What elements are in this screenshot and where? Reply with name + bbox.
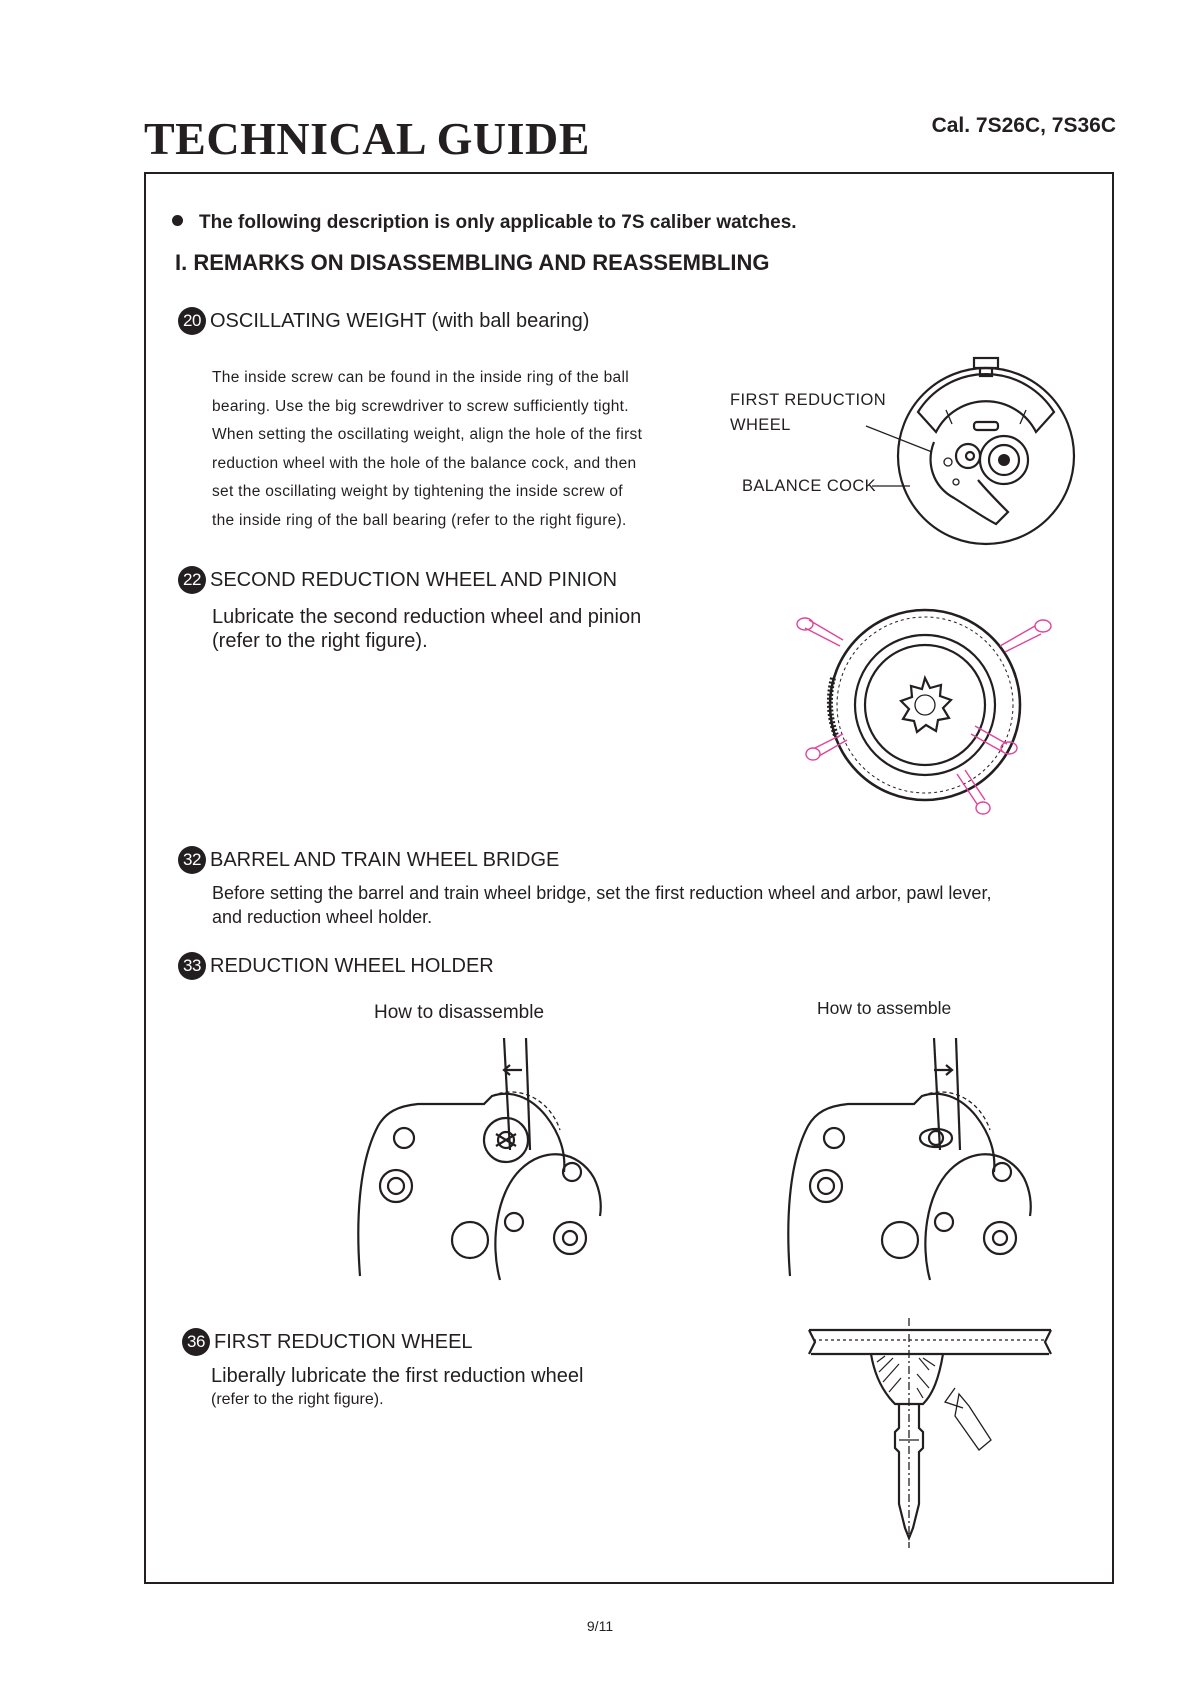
step-number-badge: 20 <box>178 307 206 335</box>
disassemble-figure <box>350 1034 620 1284</box>
step-22-heading <box>178 566 617 594</box>
page-number: 9/11 <box>586 1618 614 1634</box>
label-line: WHEEL <box>730 416 791 434</box>
text-line: and reduction wheel holder. <box>212 907 433 927</box>
step-20-heading <box>178 307 589 335</box>
step-number-badge: 36 <box>182 1328 210 1356</box>
text-line: Liberally lubricate the first reduction wheel <box>211 1365 584 1387</box>
step-32-text <box>212 881 991 929</box>
step-33-heading <box>178 952 494 980</box>
step-22-text <box>212 605 641 653</box>
step-title: REDUCTION WHEEL HOLDER <box>210 954 494 977</box>
label-balance-cock: BALANCE COCK <box>742 477 877 495</box>
second-reduction-wheel-figure <box>795 598 1065 828</box>
text-line: (refer to the right figure). <box>211 1391 384 1408</box>
assemble-figure <box>780 1034 1050 1284</box>
step-36-text <box>211 1364 583 1412</box>
note-text: The following description is only applicable to 7S caliber watches. <box>199 212 797 233</box>
step-32-heading <box>178 846 559 874</box>
step-title: FIRST REDUCTION WHEEL <box>214 1330 473 1353</box>
applicability-note <box>172 212 797 234</box>
text-line: set the oscillating weight by tightening the inside screw of <box>212 483 623 500</box>
text-line: bearing. Use the big screwdriver to screw sufficiently tight. <box>212 397 629 415</box>
caliber-label: Cal. 7S26C, 7S36C <box>931 114 1116 137</box>
text-line: When setting the oscillating weight, align the hole of the first <box>212 426 643 443</box>
text-line: reduction wheel with the hole of the balance cock, and then <box>212 454 637 472</box>
text-line: The inside screw can be found in the inside ring of the ball <box>212 369 629 386</box>
first-reduction-wheel-figure <box>805 1318 1055 1558</box>
section-title: I. REMARKS ON DISASSEMBLING AND REASSEMBLING <box>175 250 770 275</box>
step-number-badge: 32 <box>178 846 206 874</box>
step-20-text <box>212 364 694 535</box>
text-line: Before setting the barrel and train wheel bridge, set the first reduction wheel and arbor, pawl lever, <box>212 883 992 903</box>
text-line: Lubricate the second reduction wheel and pinion <box>212 606 642 628</box>
page-title: TECHNICAL GUIDE <box>144 113 590 164</box>
step-title: SECOND REDUCTION WHEEL AND PINION <box>210 568 618 591</box>
step-36-heading <box>182 1328 473 1356</box>
text-line: (refer to the right figure). <box>212 630 428 652</box>
caption-disassemble: How to disassemble <box>374 1002 545 1023</box>
text-line: the inside ring of the ball bearing (refer to the right figure). <box>212 511 627 529</box>
step-number-badge: 33 <box>178 952 206 980</box>
bullet-icon <box>172 215 183 226</box>
step-title: BARREL AND TRAIN WHEEL BRIDGE <box>210 848 560 871</box>
label-line: FIRST REDUCTION <box>730 391 887 409</box>
oscillating-weight-figure <box>860 352 1080 552</box>
step-number-badge: 22 <box>178 566 206 594</box>
caption-assemble: How to assemble <box>817 998 952 1018</box>
step-title: OSCILLATING WEIGHT (with ball bearing) <box>210 309 590 332</box>
